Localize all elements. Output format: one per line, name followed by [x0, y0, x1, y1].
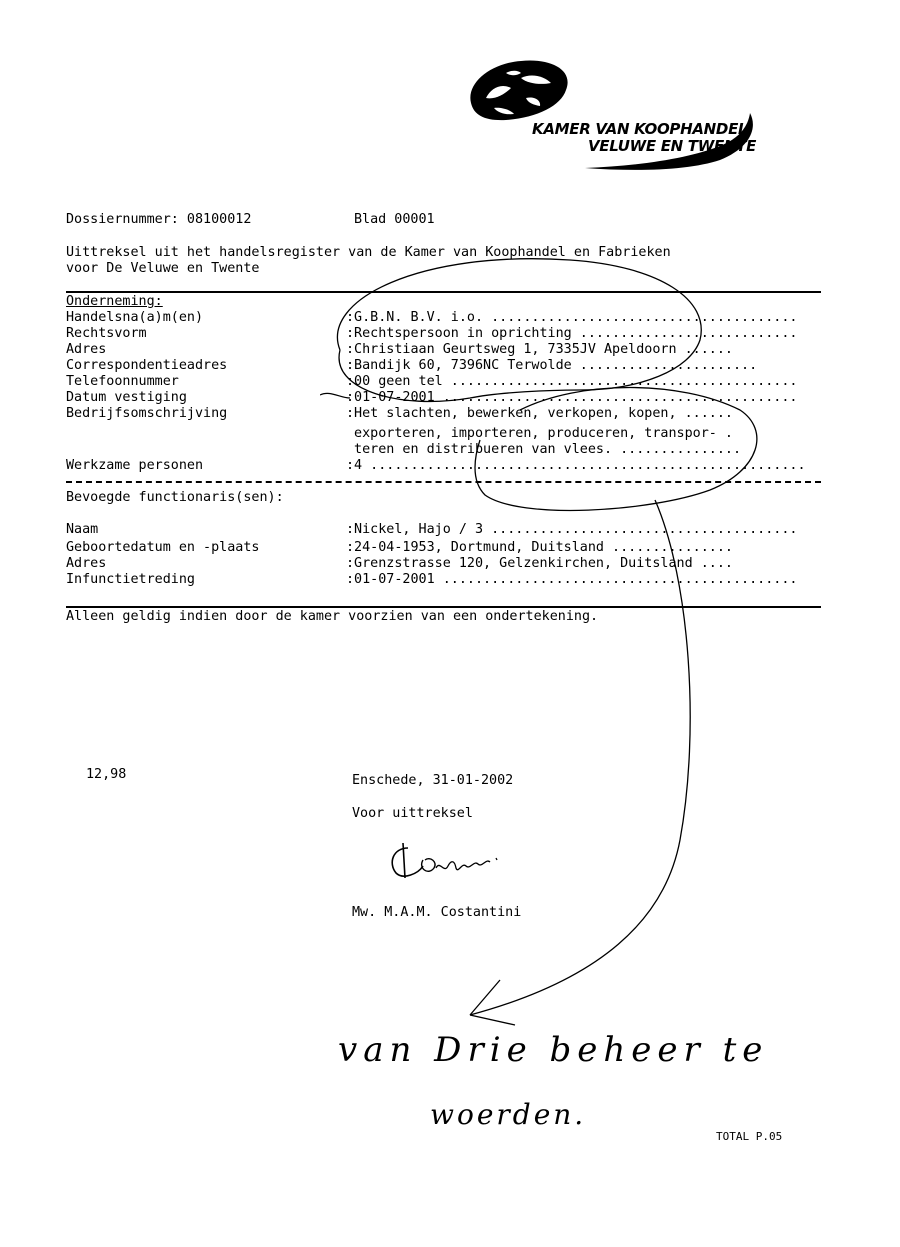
- field-label: Datum vestiging: [66, 390, 187, 405]
- field-label: Geboortedatum en -plaats: [66, 540, 260, 555]
- field-value: :Bandijk 60, 7396NC Terwolde ......................: [346, 358, 758, 373]
- fax-total-pages: TOTAL P.05: [716, 1130, 783, 1143]
- field-label: Rechtsvorm: [66, 326, 147, 341]
- field-label: Infunctietreding: [66, 572, 195, 587]
- field-label: Telefoonnummer: [66, 374, 179, 389]
- field-value: :00 geen tel ...........................................: [346, 374, 798, 389]
- field-value: :Nickel, Hajo / 3 ......................................: [346, 522, 798, 537]
- signer-name: Mw. M.A.M. Costantini: [352, 905, 522, 920]
- field-label: Werkzame personen: [66, 458, 204, 473]
- field-value: teren en distribueren van vlees. ...............: [346, 442, 742, 457]
- price: 12,98: [86, 767, 127, 782]
- field-value: :Grenzstrasse 120, Gelzenkirchen, Duitsland ....: [346, 556, 733, 571]
- intro-line-2: voor De Veluwe en Twente: [66, 261, 260, 276]
- page-number: Blad 00001: [354, 212, 435, 227]
- field-value: :4 ......................................................: [346, 458, 806, 473]
- voor-uittreksel: Voor uittreksel: [352, 806, 473, 821]
- field-value: :01-07-2001 ............................................: [346, 572, 798, 587]
- field-label: Adres: [66, 342, 107, 357]
- field-value: :01-07-2001 ............................................: [346, 390, 798, 405]
- field-value: :G.B.N. B.V. i.o. ......................................: [346, 310, 798, 325]
- handwritten-note-line1: van Drie beheer te: [338, 1030, 769, 1070]
- kvk-logo-line2: VELUWE EN TWENTE: [588, 137, 757, 155]
- field-value: exporteren, importeren, produceren, transpor- .: [346, 426, 733, 441]
- field-value: :Het slachten, bewerken, verkopen, kopen, ......: [346, 406, 733, 421]
- handwritten-arrow: [440, 480, 700, 1040]
- field-label: Bedrijfsomschrijving: [66, 406, 228, 421]
- field-label: Handelsna(a)m(en): [66, 310, 204, 325]
- field-value: :24-04-1953, Dortmund, Duitsland ...............: [346, 540, 733, 555]
- place-date: Enschede, 31-01-2002: [352, 773, 514, 788]
- section-heading-onderneming: Onderneming:: [66, 294, 163, 309]
- dossier-number: Dossiernummer: 08100012: [66, 212, 252, 227]
- field-label: Naam: [66, 522, 99, 537]
- field-label: Adres: [66, 556, 107, 571]
- kvk-logo-line1: KAMER VAN KOOPHANDEL: [532, 120, 748, 138]
- field-value: :Christiaan Geurtsweg 1, 7335JV Apeldoorn ......: [346, 342, 733, 357]
- field-label: Correspondentieadres: [66, 358, 228, 373]
- section-heading-functionaris: Bevoegde functionaris(sen):: [66, 490, 284, 505]
- field-value: :Rechtspersoon in oprichting ...........................: [346, 326, 798, 341]
- intro-line-1: Uittreksel uit het handelsregister van de Kamer van Koophandel en Fabrieken: [66, 245, 671, 260]
- validity-note: Alleen geldig indien door de kamer voorzien van een ondertekening.: [66, 609, 599, 624]
- handwritten-note-line2: woerden.: [430, 1098, 587, 1131]
